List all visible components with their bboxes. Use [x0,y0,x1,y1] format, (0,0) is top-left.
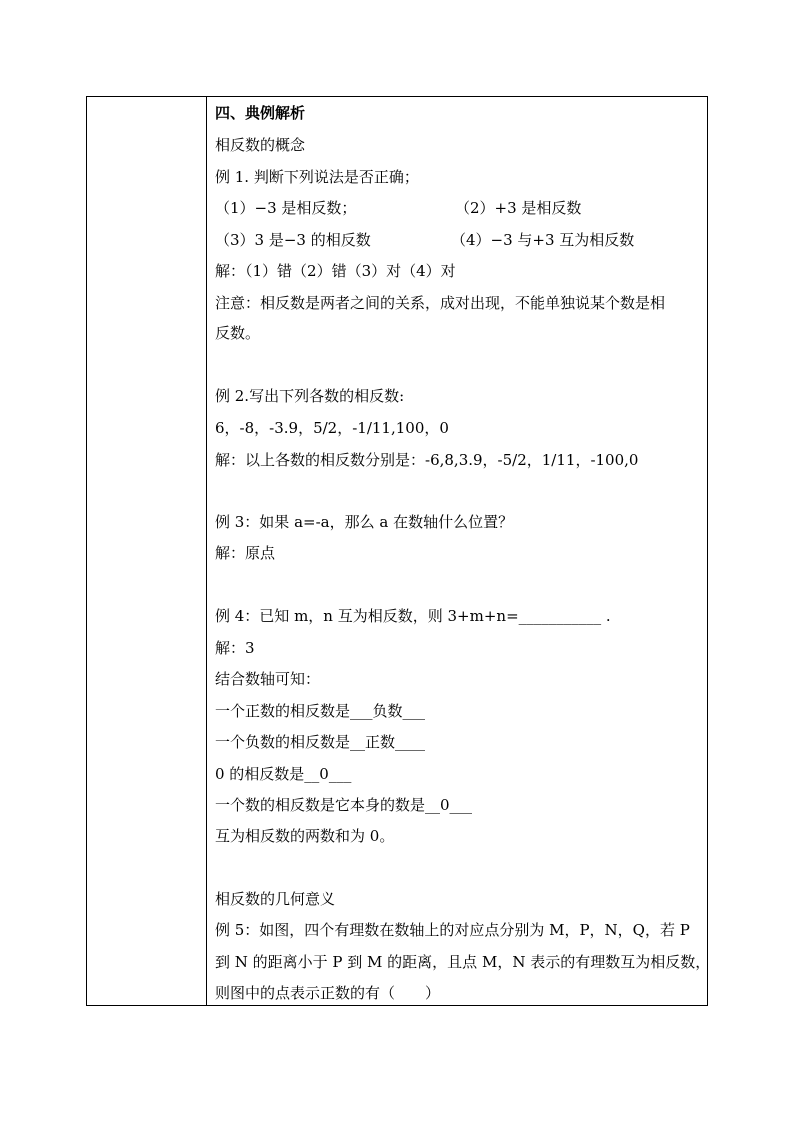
topic-concept: 相反数的概念 [215,136,306,154]
example-1-item-2: （2）+3 是相反数 [455,199,582,217]
example-1-note-line-2: 反数。 [215,324,261,342]
section-title: 四、典例解析 [215,104,306,122]
example-2-question: 例 2.写出下列各数的相反数: [215,387,405,405]
example-1-answer: 解：（1）错（2）错（3）对（4）对 [215,262,456,280]
example-1-item-1: （1）−3 是相反数； [215,199,357,217]
example-1-question: 例 1. 判断下列说法是否正确； [215,168,419,186]
example-2-answer: 解：以上各数的相反数分别是：-6,8,3.9，-5/2，1/11，-100,0 [215,451,639,469]
example-5-line-1: 例 5：如图，四个有理数在数轴上的对应点分别为 M，P，N，Q，若 P [215,921,690,939]
example-4-answer: 解：3 [215,639,255,657]
example-3-question: 例 3：如果 a=-a，那么 a 在数轴什么位置？ [215,513,514,531]
summary-intro: 结合数轴可知： [215,670,321,688]
summary-line-1: 一个正数的相反数是___负数___ [215,702,426,720]
example-3-answer: 解：原点 [215,544,276,562]
example-1-item-3: （3）3 是−3 的相反数 [215,231,371,249]
summary-line-5: 互为相反数的两数和为 0。 [215,827,395,845]
example-1-item-4: （4）−3 与+3 互为相反数 [451,231,635,249]
example-5-line-2: 到 N 的距离小于 P 到 M 的距离，且点 M，N 表示的有理数互为相反数， [215,953,711,971]
lesson-table [86,96,711,1006]
example-1-note-line-1: 注意：相反数是两者之间的关系，成对出现，不能单独说某个数是相 [215,294,666,312]
example-5-line-3: 则图中的点表示正数的有（ ） [215,984,441,1002]
summary-line-4: 一个数的相反数是它本身的数是__0___ [215,796,473,814]
example-2-numbers: 6，-8，-3.9，5/2，-1/11,100，0 [215,419,449,437]
label-column [87,97,207,1005]
summary-line-2: 一个负数的相反数是__正数____ [215,733,426,751]
example-4-question: 例 4：已知 m，n 互为相反数，则 3+m+n=___________ . [215,607,611,625]
topic-geometric-meaning: 相反数的几何意义 [215,890,336,908]
summary-line-3: 0 的相反数是__0___ [215,765,352,783]
